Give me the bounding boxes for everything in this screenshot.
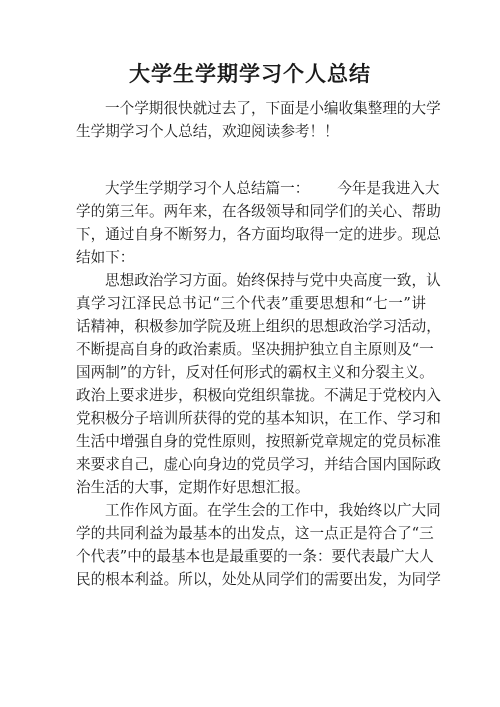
paragraph-line: 学的共同利益为最基本的出发点，这一点正是符合了“三 (76, 525, 434, 542)
paragraph-line: 来要求自己，虚心向身边的党员学习，并结合国内国际政 (76, 456, 441, 473)
paragraph-line: 不断提高自身的政治素质。坚决拥护独立自主原则及“一 (76, 341, 434, 358)
paragraph-line: 治生活的大事，定期作好思想汇报。 (76, 479, 310, 496)
paragraph-line: 国两制”的方针，反对任何形式的霸权主义和分裂主义。 (76, 364, 434, 381)
paragraph-line: 话精神，积极参加学院及班上组织的思想政治学习活动， (76, 318, 441, 335)
paragraph-line: 思想政治学习方面。始终保持与党中央高度一致，认 (105, 272, 441, 289)
paragraph-line: 党积极分子培训所获得的党的基本知识，在工作、学习和 (76, 410, 441, 427)
section-heading-line (105, 178, 440, 200)
section-lead-text: 今年是我进入大 (337, 180, 440, 197)
paragraph-line: 学的第三年。两年来，在各级领导和同学们的关心、帮助 (76, 203, 441, 220)
paragraph-line: 工作作风方面。在学生会的工作中，我始终以广大同 (105, 502, 441, 519)
paragraph-line: 结如下： (76, 249, 135, 266)
intro-line: 一个学期很快就过去了，下面是小编收集整理的大学 (105, 100, 441, 117)
document-title: 大学生学期学习个人总结 (129, 61, 371, 86)
paragraph-line: 下，通过自身不断努力，各方面均取得一定的进步。现总 (76, 226, 441, 243)
paragraph-line: 真学习江泽民总书记“三个代表”重要思想和“七一”讲 (76, 295, 426, 312)
section-heading: 大学生学期学习个人总结篇一： (105, 180, 310, 197)
paragraph-line: 民的根本利益。所以，处处从同学们的需要出发，为同学 (76, 571, 441, 588)
paragraph-line: 政治上要求进步，积极向党组织靠拢。不满足于党校内入 (76, 387, 441, 404)
paragraph-line: 个代表”中的最基本也是最重要的一条：要代表最广大人 (76, 548, 434, 565)
intro-line: 生学期学习个人总结，欢迎阅读参考！！ (76, 123, 339, 140)
paragraph-line: 生活中增强自身的党性原则，按照新党章规定的党员标准 (76, 433, 441, 450)
